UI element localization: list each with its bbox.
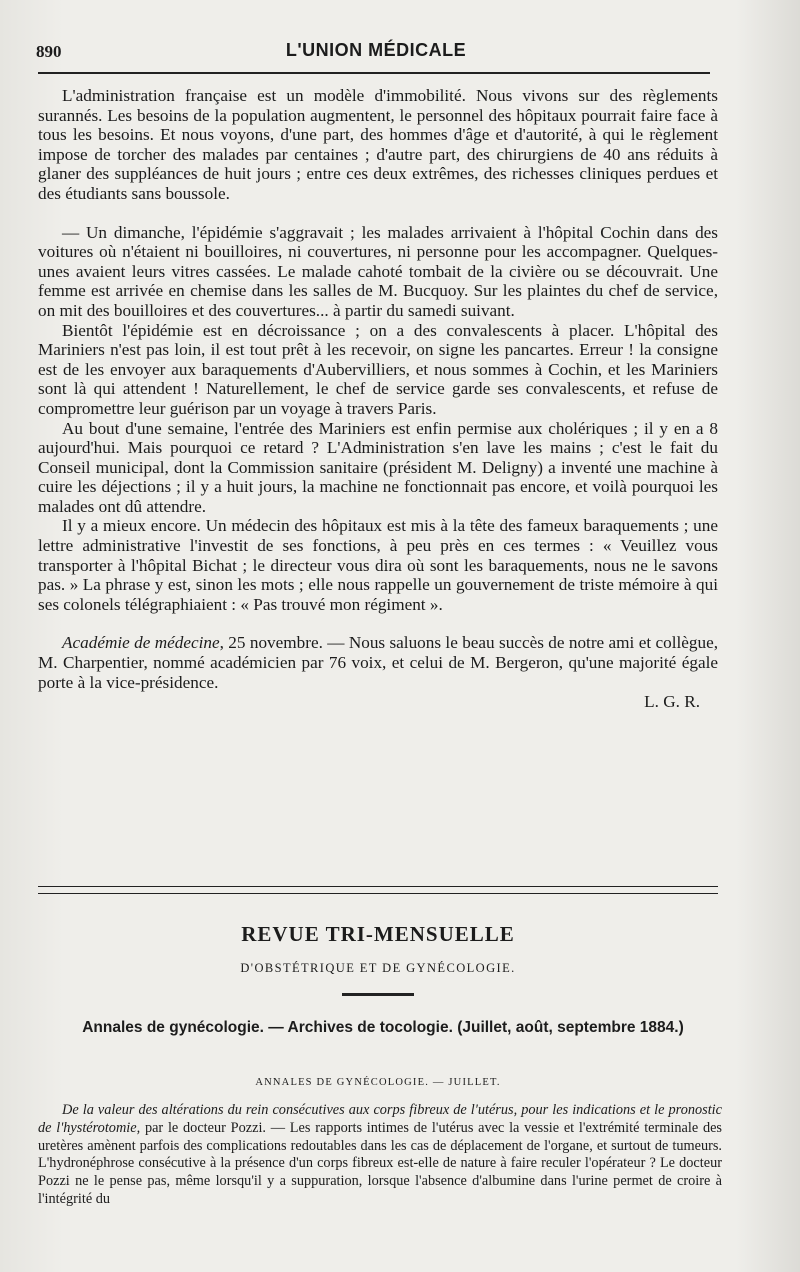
- review-body: [38, 1102, 722, 1209]
- paragraph-mariniers: Au bout d'une semaine, l'entrée des Mariniers est enfin permise aux cholériques ; il y en a 8 aujourd'hui. Mais pourquoi ce retard ? L'Administration s'en lave les mains ; c'est le fait du Conseil municipal, dont la Commission sanitaire (président M. Deligny) a inventé une machine à cuire les déjections ; il y a huit jours, la machine ne fonctionnait pas encore, et voilà pourquoi les malades ont dû attendre.: [38, 418, 718, 516]
- page-header: [36, 40, 716, 70]
- page-number: 890: [36, 42, 62, 61]
- section-title: REVUE TRI-MENSUELLE: [241, 922, 515, 946]
- short-divider: [342, 993, 414, 996]
- section-subtitle: D'OBSTÉTRIQUE ET DE GYNÉCOLOGIE.: [240, 961, 516, 975]
- running-title: L'UNION MÉDICALE: [285, 40, 467, 60]
- review-article-title: De la valeur des altérations du rein consécutives aux corps fibreux de l'utérus, pour les indications et le pronostic de l'hystérotomie,: [38, 1102, 722, 1136]
- signature: L. G. R.: [644, 692, 700, 712]
- article-body: [38, 86, 718, 712]
- paragraph-convalescents: Bientôt l'épidémie est en décroissance ; on a des convalescents à placer. L'hôpital des Mariniers n'est pas loin, il est tout prêt à les recevoir, on signe les pancartes. Erreur ! la consigne est de les envoyer aux baraquements d'Aubervilliers, et nous sommes à Cochin, et les Mariniers sont là qui attendent ! Naturellement, le chef de service garde ses convalescents, et refuse de compromettre leur guérison par un voyage à travers Paris.: [38, 320, 718, 418]
- paragraph-baraquements: Il y a mieux encore. Un médecin des hôpitaux est mis à la tête des fameux baraquements ; une lettre administrative l'investit de ses fonctions, à peu près en ces termes : « Veuillez vous transporter à l'hôpital Bichat ; le directeur vous dira où sont les baraquements, nous ne le savons pas. » La phrase y est, sinon les mots ; elle nous rappelle un gouvernement de triste mémoire à qui ses colonels télégraphiaient : « Pas trouvé mon régiment ».: [38, 516, 718, 614]
- paragraph-administration: L'administration française est un modèle d'immobilité. Nous vivons sur des règlements surannés. Les besoins de la population augmentent, le personnel des hôpitaux pourrait faire face à tous les besoins. Et nous voyons, d'une part, des hommes d'âge et d'autorité, à qui le règlement impose de torcher des malades par centaines ; d'autre part, des chirurgiens de 40 ans réduits à glaner des suppléances de huit jours ; entre ces deux extrêmes, des richesses cliniques perdues et des étudiants sans boussole.: [38, 86, 718, 203]
- paragraph-epidemie: — Un dimanche, l'épidémie s'aggravait ; les malades arrivaient à l'hôpital Cochin dans des voitures où n'étaient ni bouilloires, ni couvertures, ni personne pour les accompagner. Quelques-unes avaient leurs vitres cassées. Le malade cahoté tombait de la civière ou se découvrait. Une femme est arrivée en chemise dans les salles de M. Bucquoy. Sur les plaintes du chef de service, on mit des bouilloires et des couvertures... à partir du samedi suivant.: [38, 222, 718, 320]
- academie-lead: Académie de médecine: [62, 633, 220, 653]
- section-divider: [38, 886, 718, 894]
- annales-subheading: ANNALES DE GYNÉCOLOGIE. — JUILLET.: [255, 1077, 501, 1088]
- academie-text: , 25 novembre. — Nous saluons le beau succès de notre ami et collègue, M. Charpentier, nommé académicien par 76 voix, et celui de M. Bergeron, qu'une majorité égale porte à la vice-présidence.: [38, 633, 718, 692]
- paragraph-academie: [38, 633, 718, 692]
- header-rule: [38, 72, 710, 74]
- annales-heading: Annales de gynécologie. — Archives de tocologie. (Juillet, août, septembre 1884.): [82, 1019, 684, 1036]
- review-text: par le docteur Pozzi. — Les rapports intimes de l'utérus avec la vessie et l'extrémité terminale des uretères amènent parfois des complications redoutables dans les cas de déplacement de l'organe, et surtout de tumeurs. L'hydronéphrose consécutive à la présence d'un corps fibreux est-elle de nature à faire reculer l'opérateur ? Le docteur Pozzi ne le pense pas, même lorsqu'il y a suppuration, lorsque l'absence d'albumine dans l'urine permet de croire à l'intégrité du: [38, 1119, 722, 1207]
- review-paragraph: [38, 1102, 722, 1209]
